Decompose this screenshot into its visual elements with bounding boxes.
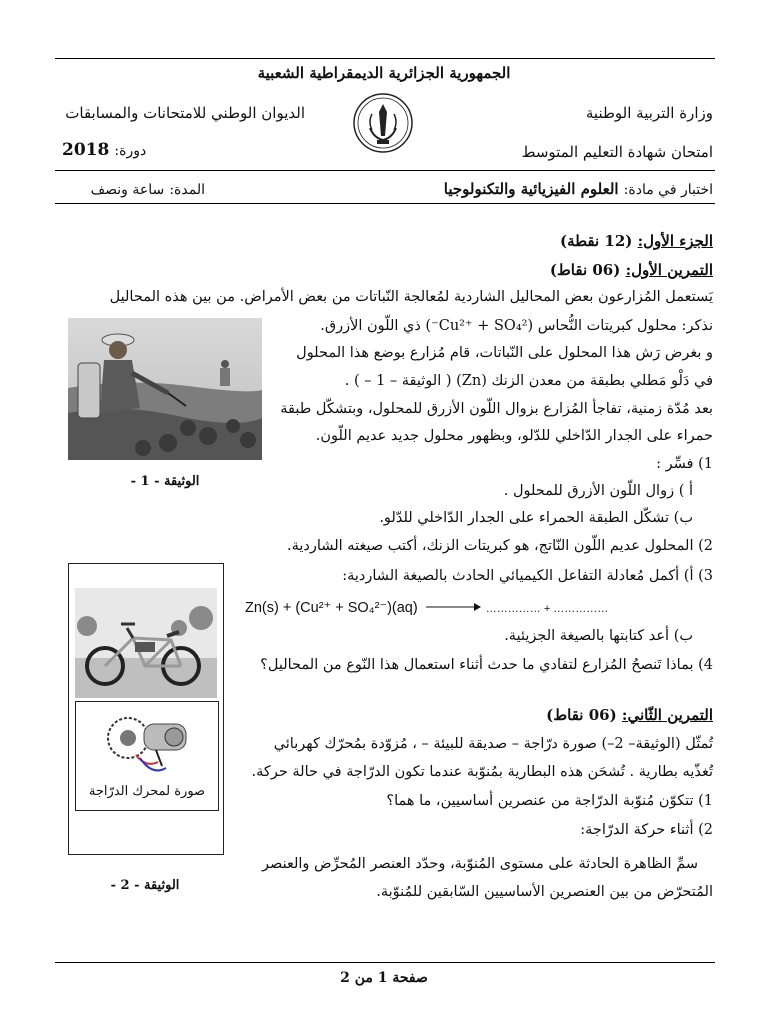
motor-photo-frame [75, 701, 219, 811]
ex2-text-4: المُتحرّض من بين العنصرين الأساسيين السّابقين للمُنوّبة. [376, 884, 713, 900]
subject-label: اختبار في مادة: [623, 182, 713, 198]
reaction-equation [245, 600, 665, 616]
reaction-arrow-icon [422, 600, 482, 616]
subject-name: العلوم الفيزيائية والتكنولوجيا [443, 180, 619, 198]
doc1-caption: الوثيقة - 1 - [130, 474, 200, 489]
ex1-title: التمرين الأول: [625, 261, 713, 279]
session [62, 140, 182, 160]
duration-label: المدة: [169, 182, 205, 198]
ex2-text-2: تُغذّيه بطارية . تُشحَن هذه البطارية بمُنوّبة عندما تكون الدرّاجة في حالة حركة. [251, 764, 713, 780]
office-name: الديوان الوطني للامتحانات والمسابقات [65, 104, 305, 122]
equation-products: …………… + …………… [485, 603, 609, 615]
bicycle-motor-image [96, 710, 196, 780]
ex2-q1: 1) تتكوّن مُنوّبة الدرّاجة من عنصرين أساسيين، ما هما؟ [386, 793, 713, 809]
ex2-text-1: تُمثّل (الوثيقة– 2–) صورة درّاجة – صديقة للبيئة – ، مُزوّدة بمُحرّك كهربائي [273, 736, 713, 752]
ex2-q2: 2) أثناء حركة الدرّاجة: [580, 822, 713, 838]
ex1-q2: 2) المحلول عديم اللّون النّاتج، هو كبريتات الزنك، أكتب صيغته الشاردية. [287, 538, 713, 554]
ex1-q1a: أ ) زوال اللّون الأزرق للمحلول . [503, 483, 693, 499]
ex1-q3: 3) أ) أكمل مُعادلة التفاعل الكيميائي الحادث بالصيغة الشاردية: [342, 568, 713, 584]
part1-points: (12 نقطة) [559, 232, 633, 250]
ex1-heading [413, 261, 713, 279]
session-label: دورة: [114, 143, 147, 159]
ex1-text-5: بعد مُدّة زمنية، تفاجأ المُزارع بزوال اللّون الأزرق للمحلول، وبتشكّل طبقة [280, 401, 713, 417]
ex1-text-3: و بغرض رَش هذا المحلول على النّباتات، قام مُزارع بوضع هذا المحلول [296, 345, 713, 361]
ex2-text-3: سمِّ الظاهرة الحادثة على مستوى المُنوّبة، وحدّد العنصر المُحرِّض والعنصر [262, 856, 698, 872]
part1-heading [413, 232, 713, 250]
subject-line [293, 179, 713, 198]
republic-title: الجمهورية الجزائرية الديمقراطية الشعبية [257, 64, 511, 82]
part1-title: الجزء الأول: [637, 232, 713, 250]
subject-rule [55, 203, 715, 204]
ex1-text-2: نذكر: محلول كبريتات النُّحاس (Cu²⁺ + SO₄²⁻) ذي اللّون الأزرق. [320, 318, 713, 334]
footer-rule [55, 962, 715, 963]
emblem-logo [352, 92, 414, 154]
ex1-text-1: يَستعمل المُزارعون بعض المحاليل الشاردية لمُعالجة النّباتات من بعض الأمراض. من بين هذه المحاليل [109, 289, 713, 305]
header-rule [55, 170, 715, 171]
doc2-caption: الوثيقة - 2 - [110, 878, 180, 893]
ex1-text-4: في دَلْو مَطلي بطبقة من معدن الزنك (Zn) ( الوثيقة – 1 – ) . [344, 373, 713, 389]
equation-reactants: Zn(s) + (Cu²⁺ + SO₄²⁻)(aq) [245, 600, 418, 616]
ex1-q1b: ب) تشكّل الطبقة الحمراء على الجدار الدّاخلي للدّلو. [379, 510, 693, 526]
doc2-frame [68, 563, 224, 855]
electric-bicycle-photo [75, 588, 217, 698]
ex2-title: التمرين الثّاني: [621, 706, 713, 724]
ex1-text-6: حمراء على الجدار الدّاخلي للدّلو، وبظهور محلول جديد عديم اللّون. [315, 428, 713, 444]
motor-caption: صورة لمحرك الدرّاجة [88, 784, 206, 799]
duration-line [55, 179, 205, 198]
ex1-points: (06 نقاط) [549, 261, 621, 279]
ex2-heading [413, 706, 713, 724]
ministry-name: وزارة التربية الوطنية [585, 104, 713, 122]
ex2-points: (06 نقاط) [546, 706, 617, 724]
ex1-q4: 4) بماذا تَنصحُ المُزارع لتفادي ما حدث أثناء استعمال هذا النّوع من المحاليل؟ [260, 657, 713, 673]
page-number: صفحة 1 من 2 [340, 970, 428, 986]
top-rule [55, 58, 715, 59]
ex1-q1: 1) فسِّر : [656, 456, 713, 472]
exam-title: امتحان شهادة التعليم المتوسط [521, 143, 713, 161]
session-year: 2018 [62, 140, 110, 160]
farmer-spraying-photo [68, 318, 262, 460]
duration-value: ساعة ونصف [90, 182, 165, 198]
ex1-q3b: ب) أعد كتابتها بالصيغة الجزيئية. [504, 628, 693, 644]
